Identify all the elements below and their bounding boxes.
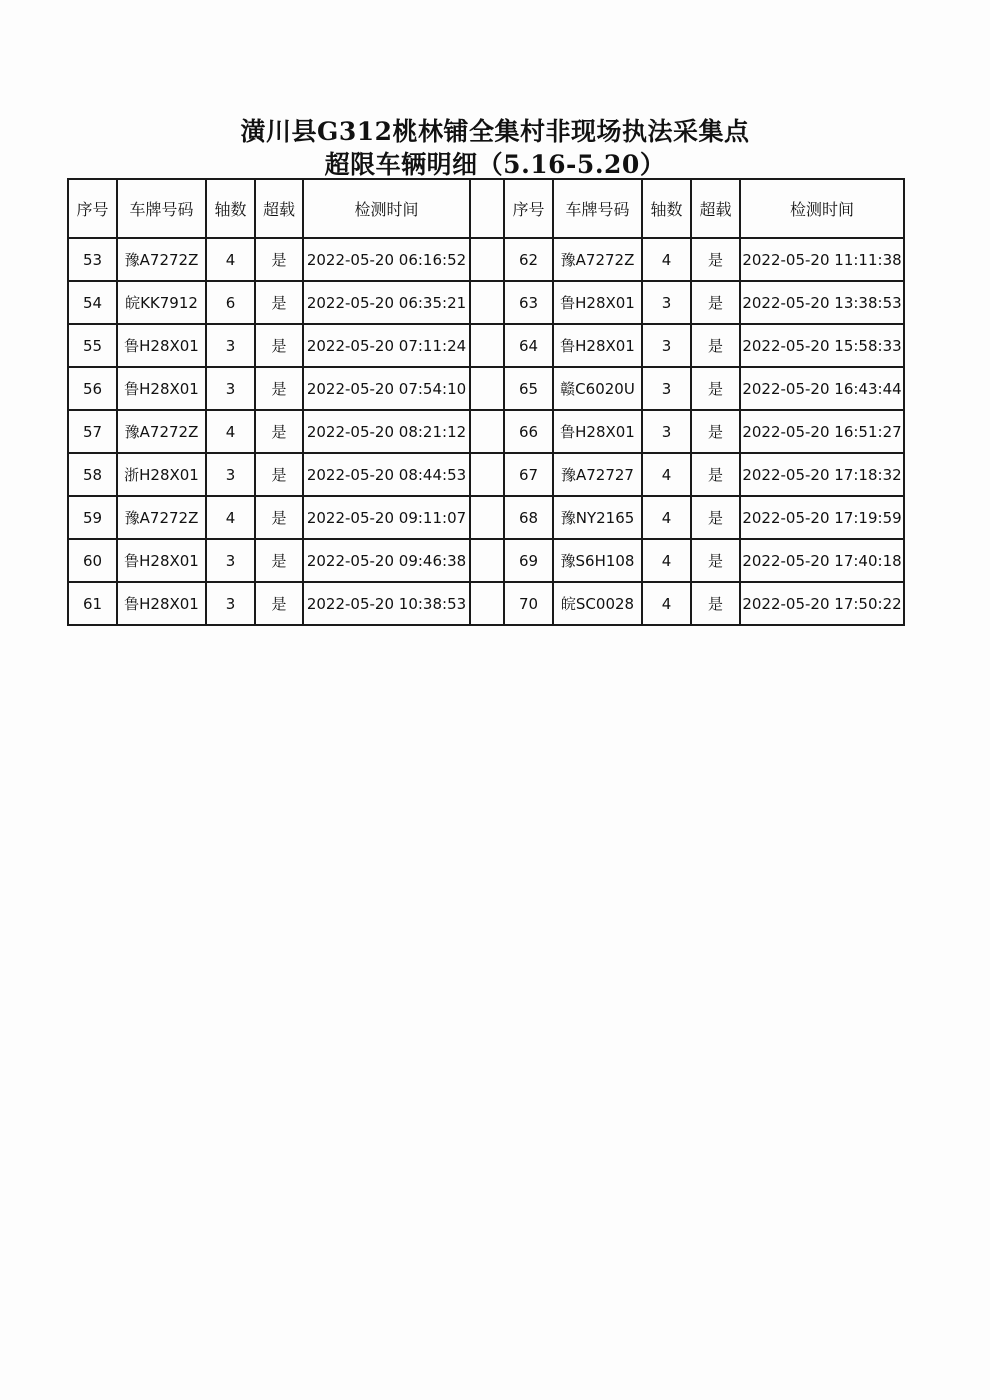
- cell-overload-right: 是: [691, 410, 740, 453]
- cell-serial-right: 63: [504, 281, 553, 324]
- cell-plate-right: 鲁H28X01: [553, 410, 642, 453]
- cell-overload-left: 是: [255, 582, 303, 625]
- cell-overload-left: 是: [255, 496, 303, 539]
- cell-serial-left: 58: [68, 453, 117, 496]
- column-gap: [470, 496, 504, 539]
- header-overload-left: 超载: [255, 179, 303, 238]
- cell-time-left: 2022-05-20 09:46:38: [303, 539, 470, 582]
- cell-overload-right: 是: [691, 453, 740, 496]
- cell-time-left: 2022-05-20 08:21:12: [303, 410, 470, 453]
- column-gap: [470, 410, 504, 453]
- cell-serial-left: 55: [68, 324, 117, 367]
- cell-serial-right: 65: [504, 367, 553, 410]
- header-plate-left: 车牌号码: [117, 179, 206, 238]
- column-gap: [470, 281, 504, 324]
- cell-plate-right: 鲁H28X01: [553, 324, 642, 367]
- cell-overload-right: 是: [691, 496, 740, 539]
- cell-serial-left: 57: [68, 410, 117, 453]
- cell-overload-right: 是: [691, 324, 740, 367]
- table-header-row: [68, 179, 904, 238]
- header-serial-right: 序号: [504, 179, 553, 238]
- cell-time-right: 2022-05-20 15:58:33: [740, 324, 904, 367]
- cell-serial-left: 56: [68, 367, 117, 410]
- cell-plate-right: 豫A72727: [553, 453, 642, 496]
- cell-axles-left: 4: [206, 238, 255, 281]
- cell-axles-left: 6: [206, 281, 255, 324]
- cell-time-left: 2022-05-20 06:16:52: [303, 238, 470, 281]
- cell-serial-left: 54: [68, 281, 117, 324]
- cell-axles-left: 4: [206, 410, 255, 453]
- cell-overload-right: 是: [691, 367, 740, 410]
- cell-serial-left: 53: [68, 238, 117, 281]
- header-time-left: 检测时间: [303, 179, 470, 238]
- column-gap: [470, 238, 504, 281]
- cell-axles-right: 3: [642, 410, 691, 453]
- cell-overload-left: 是: [255, 324, 303, 367]
- cell-overload-right: 是: [691, 238, 740, 281]
- cell-axles-right: 4: [642, 582, 691, 625]
- header-axles-left: 轴数: [206, 179, 255, 238]
- cell-axles-left: 3: [206, 582, 255, 625]
- cell-axles-right: 3: [642, 367, 691, 410]
- cell-time-left: 2022-05-20 09:11:07: [303, 496, 470, 539]
- table-row: [68, 324, 904, 367]
- table-row: [68, 281, 904, 324]
- header-plate-right: 车牌号码: [553, 179, 642, 238]
- header-overload-right: 超载: [691, 179, 740, 238]
- cell-plate-left: 鲁H28X01: [117, 324, 206, 367]
- cell-time-left: 2022-05-20 08:44:53: [303, 453, 470, 496]
- overload-vehicle-table: [67, 178, 905, 626]
- cell-axles-left: 3: [206, 324, 255, 367]
- cell-overload-left: 是: [255, 539, 303, 582]
- table-row: [68, 410, 904, 453]
- cell-plate-left: 鲁H28X01: [117, 367, 206, 410]
- cell-plate-right: 皖SC0028: [553, 582, 642, 625]
- cell-plate-left: 鲁H28X01: [117, 539, 206, 582]
- cell-axles-left: 4: [206, 496, 255, 539]
- cell-time-left: 2022-05-20 07:54:10: [303, 367, 470, 410]
- cell-time-left: 2022-05-20 06:35:21: [303, 281, 470, 324]
- cell-plate-left: 豫A7272Z: [117, 410, 206, 453]
- header-time-right: 检测时间: [740, 179, 904, 238]
- cell-plate-left: 豫A7272Z: [117, 496, 206, 539]
- cell-time-right: 2022-05-20 17:50:22: [740, 582, 904, 625]
- table-body: [68, 238, 904, 625]
- cell-axles-right: 4: [642, 238, 691, 281]
- cell-plate-right: 豫NY2165: [553, 496, 642, 539]
- cell-time-right: 2022-05-20 13:38:53: [740, 281, 904, 324]
- cell-time-right: 2022-05-20 11:11:38: [740, 238, 904, 281]
- cell-serial-right: 66: [504, 410, 553, 453]
- cell-plate-right: 鲁H28X01: [553, 281, 642, 324]
- cell-plate-left: 浙H28X01: [117, 453, 206, 496]
- cell-time-right: 2022-05-20 17:40:18: [740, 539, 904, 582]
- cell-axles-right: 4: [642, 453, 691, 496]
- table-row: [68, 539, 904, 582]
- cell-axles-right: 4: [642, 539, 691, 582]
- cell-overload-right: 是: [691, 582, 740, 625]
- cell-time-right: 2022-05-20 17:18:32: [740, 453, 904, 496]
- cell-overload-left: 是: [255, 238, 303, 281]
- document-subtitle: 超限车辆明细（5.16-5.20）: [324, 150, 666, 179]
- header-axles-right: 轴数: [642, 179, 691, 238]
- cell-plate-left: 鲁H28X01: [117, 582, 206, 625]
- column-gap: [470, 539, 504, 582]
- cell-time-left: 2022-05-20 10:38:53: [303, 582, 470, 625]
- cell-time-left: 2022-05-20 07:11:24: [303, 324, 470, 367]
- cell-overload-right: 是: [691, 539, 740, 582]
- column-gap: [470, 367, 504, 410]
- cell-axles-left: 3: [206, 453, 255, 496]
- cell-overload-left: 是: [255, 281, 303, 324]
- table-row: [68, 238, 904, 281]
- cell-axles-right: 3: [642, 281, 691, 324]
- cell-plate-left: 豫A7272Z: [117, 238, 206, 281]
- column-gap: [470, 582, 504, 625]
- cell-time-right: 2022-05-20 16:51:27: [740, 410, 904, 453]
- cell-serial-left: 60: [68, 539, 117, 582]
- cell-time-right: 2022-05-20 16:43:44: [740, 367, 904, 410]
- cell-serial-right: 64: [504, 324, 553, 367]
- cell-overload-left: 是: [255, 410, 303, 453]
- column-gap: [470, 179, 504, 238]
- table-row: [68, 367, 904, 410]
- cell-axles-left: 3: [206, 367, 255, 410]
- cell-plate-right: 豫A7272Z: [553, 238, 642, 281]
- cell-overload-left: 是: [255, 367, 303, 410]
- table-row: [68, 496, 904, 539]
- document-title: 潢川县G312桃林铺全集村非现场执法采集点: [240, 117, 750, 146]
- cell-serial-left: 61: [68, 582, 117, 625]
- cell-axles-right: 4: [642, 496, 691, 539]
- cell-serial-right: 67: [504, 453, 553, 496]
- cell-serial-right: 70: [504, 582, 553, 625]
- cell-serial-right: 69: [504, 539, 553, 582]
- cell-axles-right: 3: [642, 324, 691, 367]
- cell-plate-right: 赣C6020U: [553, 367, 642, 410]
- column-gap: [470, 453, 504, 496]
- table-row: [68, 582, 904, 625]
- cell-serial-right: 62: [504, 238, 553, 281]
- cell-plate-right: 豫S6H108: [553, 539, 642, 582]
- cell-overload-left: 是: [255, 453, 303, 496]
- table-row: [68, 453, 904, 496]
- cell-serial-left: 59: [68, 496, 117, 539]
- header-serial-left: 序号: [68, 179, 117, 238]
- column-gap: [470, 324, 504, 367]
- cell-time-right: 2022-05-20 17:19:59: [740, 496, 904, 539]
- cell-plate-left: 皖KK7912: [117, 281, 206, 324]
- cell-serial-right: 68: [504, 496, 553, 539]
- cell-overload-right: 是: [691, 281, 740, 324]
- cell-axles-left: 3: [206, 539, 255, 582]
